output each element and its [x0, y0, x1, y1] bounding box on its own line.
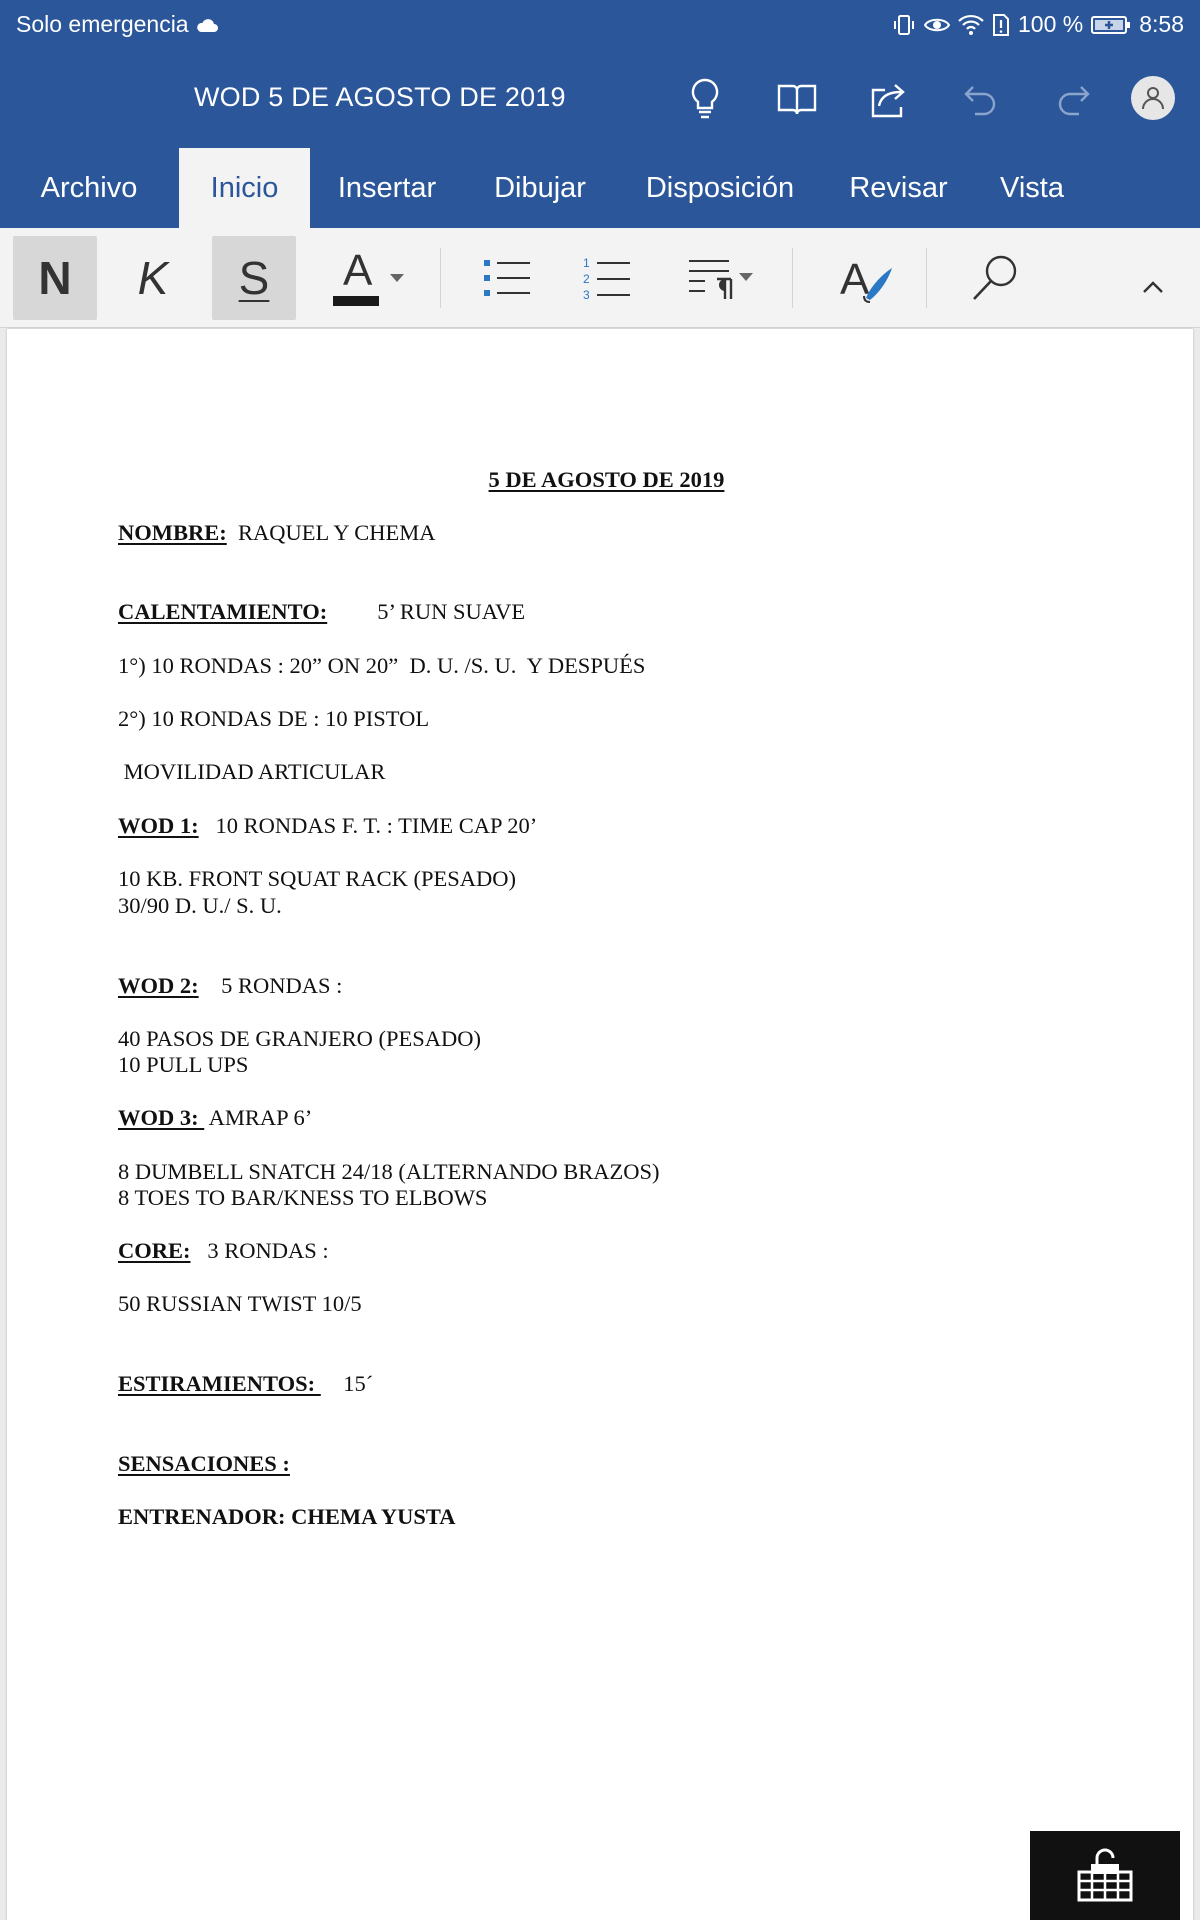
tab-disposicion[interactable]: Disposición — [645, 172, 795, 204]
svg-text:1: 1 — [583, 256, 590, 270]
calentamiento-item-3: MOVILIDAD ARTICULAR — [118, 759, 386, 784]
clock: 8:58 — [1139, 11, 1184, 37]
tab-vista[interactable]: Vista — [1000, 172, 1064, 204]
bold-label: N — [38, 252, 72, 304]
keyboard-toggle-button[interactable] — [1030, 1831, 1180, 1920]
status-bar — [0, 0, 1200, 50]
alert-sim-icon — [992, 13, 1010, 37]
core-item-1: 50 RUSSIAN TWIST 10/5 — [118, 1291, 362, 1316]
keyboard-unlock-icon — [1073, 1848, 1137, 1904]
wod2-item-1: 40 PASOS DE GRANJERO (PESADO) — [118, 1026, 481, 1051]
paragraph-icon[interactable] — [678, 236, 762, 320]
calentamiento-item-2: 2°) 10 RONDAS DE : 10 PISTOL — [118, 706, 430, 731]
wod2-label: WOD 2: — [118, 973, 199, 998]
carrier-text: Solo emergencia — [16, 11, 189, 37]
tab-revisar[interactable]: Revisar — [849, 172, 948, 204]
tab-dibujar[interactable]: Dibujar — [494, 172, 586, 204]
separator — [926, 248, 927, 308]
wod3-value: AMRAP 6’ — [208, 1105, 313, 1130]
document-title[interactable]: WOD 5 DE AGOSTO DE 2019 — [194, 82, 566, 112]
svg-text:3: 3 — [583, 288, 590, 301]
doc-heading: 5 DE AGOSTO DE 2019 — [488, 467, 725, 492]
vibrate-icon — [892, 13, 916, 37]
wod2-item-2: 10 PULL UPS — [118, 1052, 249, 1077]
calentamiento-label: CALENTAMIENTO: — [118, 599, 328, 624]
wod1-item-2: 30/90 D. U./ S. U. — [118, 893, 282, 918]
underline-button[interactable] — [212, 236, 296, 320]
title-bar — [0, 50, 1200, 148]
wod3-label: WOD 3: — [118, 1105, 205, 1130]
core-line — [118, 1237, 329, 1265]
search-icon[interactable] — [955, 236, 1035, 320]
svg-text:A: A — [840, 255, 870, 304]
core-label: CORE: — [118, 1238, 191, 1263]
core-value: 3 RONDAS : — [207, 1238, 329, 1263]
italic-label: K — [137, 252, 169, 304]
font-color-label: A — [343, 246, 373, 295]
ribbon-toolbar — [0, 228, 1200, 328]
separator — [792, 248, 793, 308]
wod3-line — [118, 1104, 312, 1132]
tab-inicio[interactable]: Inicio — [179, 148, 310, 228]
status-right — [892, 11, 1184, 38]
separator — [440, 248, 441, 308]
wifi-icon — [958, 14, 984, 36]
status-left — [16, 11, 219, 38]
redo-icon[interactable] — [1050, 76, 1096, 122]
italic-button[interactable] — [111, 236, 195, 320]
wod1-value: 10 RONDAS F. T. : TIME CAP 20’ — [215, 813, 538, 838]
account-icon[interactable] — [1131, 76, 1175, 120]
tab-archivo[interactable]: Archivo — [40, 172, 138, 204]
collapse-icon[interactable] — [1130, 236, 1176, 320]
styles-icon[interactable] — [826, 236, 906, 320]
font-color-bar — [333, 296, 379, 306]
numbering-icon[interactable] — [572, 236, 642, 320]
wod3-item-1: 8 DUMBELL SNATCH 24/18 (ALTERNANDO BRAZOS) — [118, 1159, 660, 1184]
estiramientos-line — [118, 1370, 373, 1398]
estiramientos-label: ESTIRAMIENTOS: — [118, 1371, 321, 1396]
cloud-icon — [195, 17, 219, 33]
undo-icon[interactable] — [958, 76, 1004, 122]
battery-charging-icon — [1091, 15, 1131, 35]
wod1-label: WOD 1: — [118, 813, 199, 838]
chevron-down-icon — [389, 273, 405, 283]
lightbulb-icon[interactable] — [682, 76, 728, 122]
entrenador-line: ENTRENADOR: CHEMA YUSTA — [118, 1504, 456, 1529]
font-color-button[interactable] — [322, 236, 414, 320]
bold-button[interactable] — [13, 236, 97, 320]
battery-percent: 100 % — [1018, 11, 1084, 37]
tab-insertar[interactable]: Insertar — [337, 172, 437, 204]
wod1-line — [118, 812, 537, 840]
sensaciones-line — [118, 1450, 290, 1478]
wod2-line — [118, 972, 342, 1000]
nombre-value: RAQUEL Y CHEMA — [238, 520, 436, 545]
document-page[interactable] — [7, 329, 1193, 1920]
estiramientos-value: 15´ — [343, 1371, 374, 1396]
calentamiento-value: 5’ RUN SUAVE — [377, 599, 526, 624]
nombre-line — [118, 519, 436, 547]
share-icon[interactable] — [866, 76, 912, 122]
svg-text:2: 2 — [583, 272, 590, 286]
ribbon-tabs — [0, 148, 1200, 228]
calentamiento-line — [118, 598, 525, 626]
font-color-swatch — [331, 246, 381, 306]
sensaciones-label: SENSACIONES : — [118, 1451, 290, 1476]
bullets-icon[interactable] — [472, 236, 542, 320]
underline-label: S — [238, 252, 270, 304]
wod1-item-1: 10 KB. FRONT SQUAT RACK (PESADO) — [118, 866, 516, 891]
book-icon[interactable] — [774, 76, 820, 122]
nombre-label: NOMBRE: — [118, 520, 227, 545]
wod3-item-2: 8 TOES TO BAR/KNESS TO ELBOWS — [118, 1185, 488, 1210]
calentamiento-item-1: 1°) 10 RONDAS : 20” ON 20” D. U. /S. U. Y DESPUÉS — [118, 653, 646, 678]
eye-icon — [924, 13, 950, 37]
wod2-value: 5 RONDAS : — [221, 973, 343, 998]
